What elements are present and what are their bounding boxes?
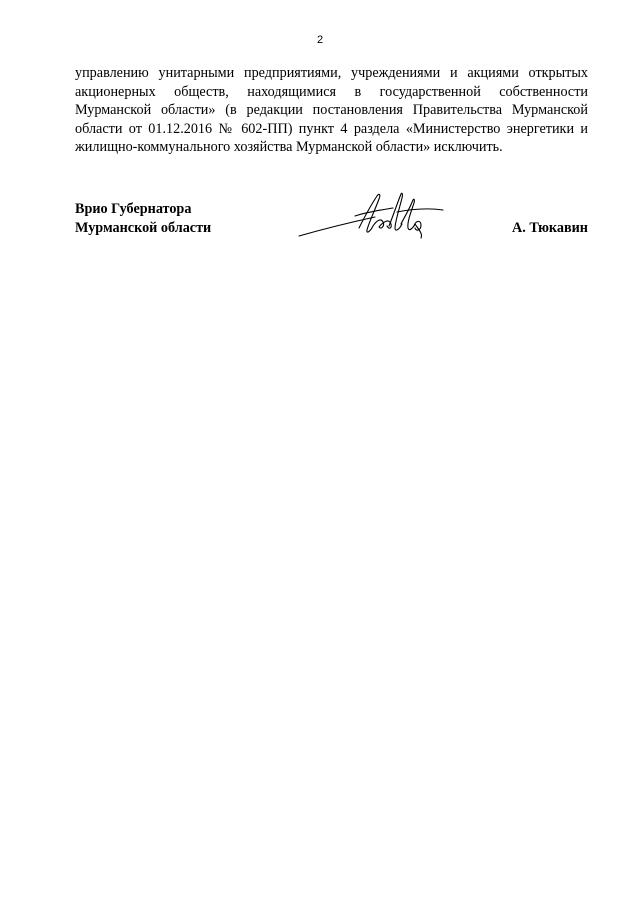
signatory-title-line: Мурманской области bbox=[75, 220, 212, 236]
paragraph-line: акционерных обществ, находящимися в государственной собственности bbox=[75, 83, 588, 100]
paragraph-line: жилищно-коммунального хозяйства Мурманской области» исключить. bbox=[75, 139, 503, 156]
page-number: 2 bbox=[316, 34, 324, 46]
paragraph-line: области от 01.12.2016 № 602-ПП) пункт 4 раздела «Министерство энергетики и bbox=[75, 120, 588, 137]
signatory-name: А. Тюкавин bbox=[511, 220, 588, 236]
body-paragraph bbox=[75, 64, 588, 157]
signature-icon bbox=[297, 190, 447, 242]
paragraph-line: Мурманской области» (в редакции постановления Правительства Мурманской bbox=[75, 102, 588, 119]
paragraph-line: управлению унитарными предприятиями, учреждениями и акциями открытых bbox=[75, 65, 588, 81]
signatory-title-line: Врио Губернатора bbox=[75, 201, 192, 217]
signatory-title bbox=[75, 200, 211, 238]
